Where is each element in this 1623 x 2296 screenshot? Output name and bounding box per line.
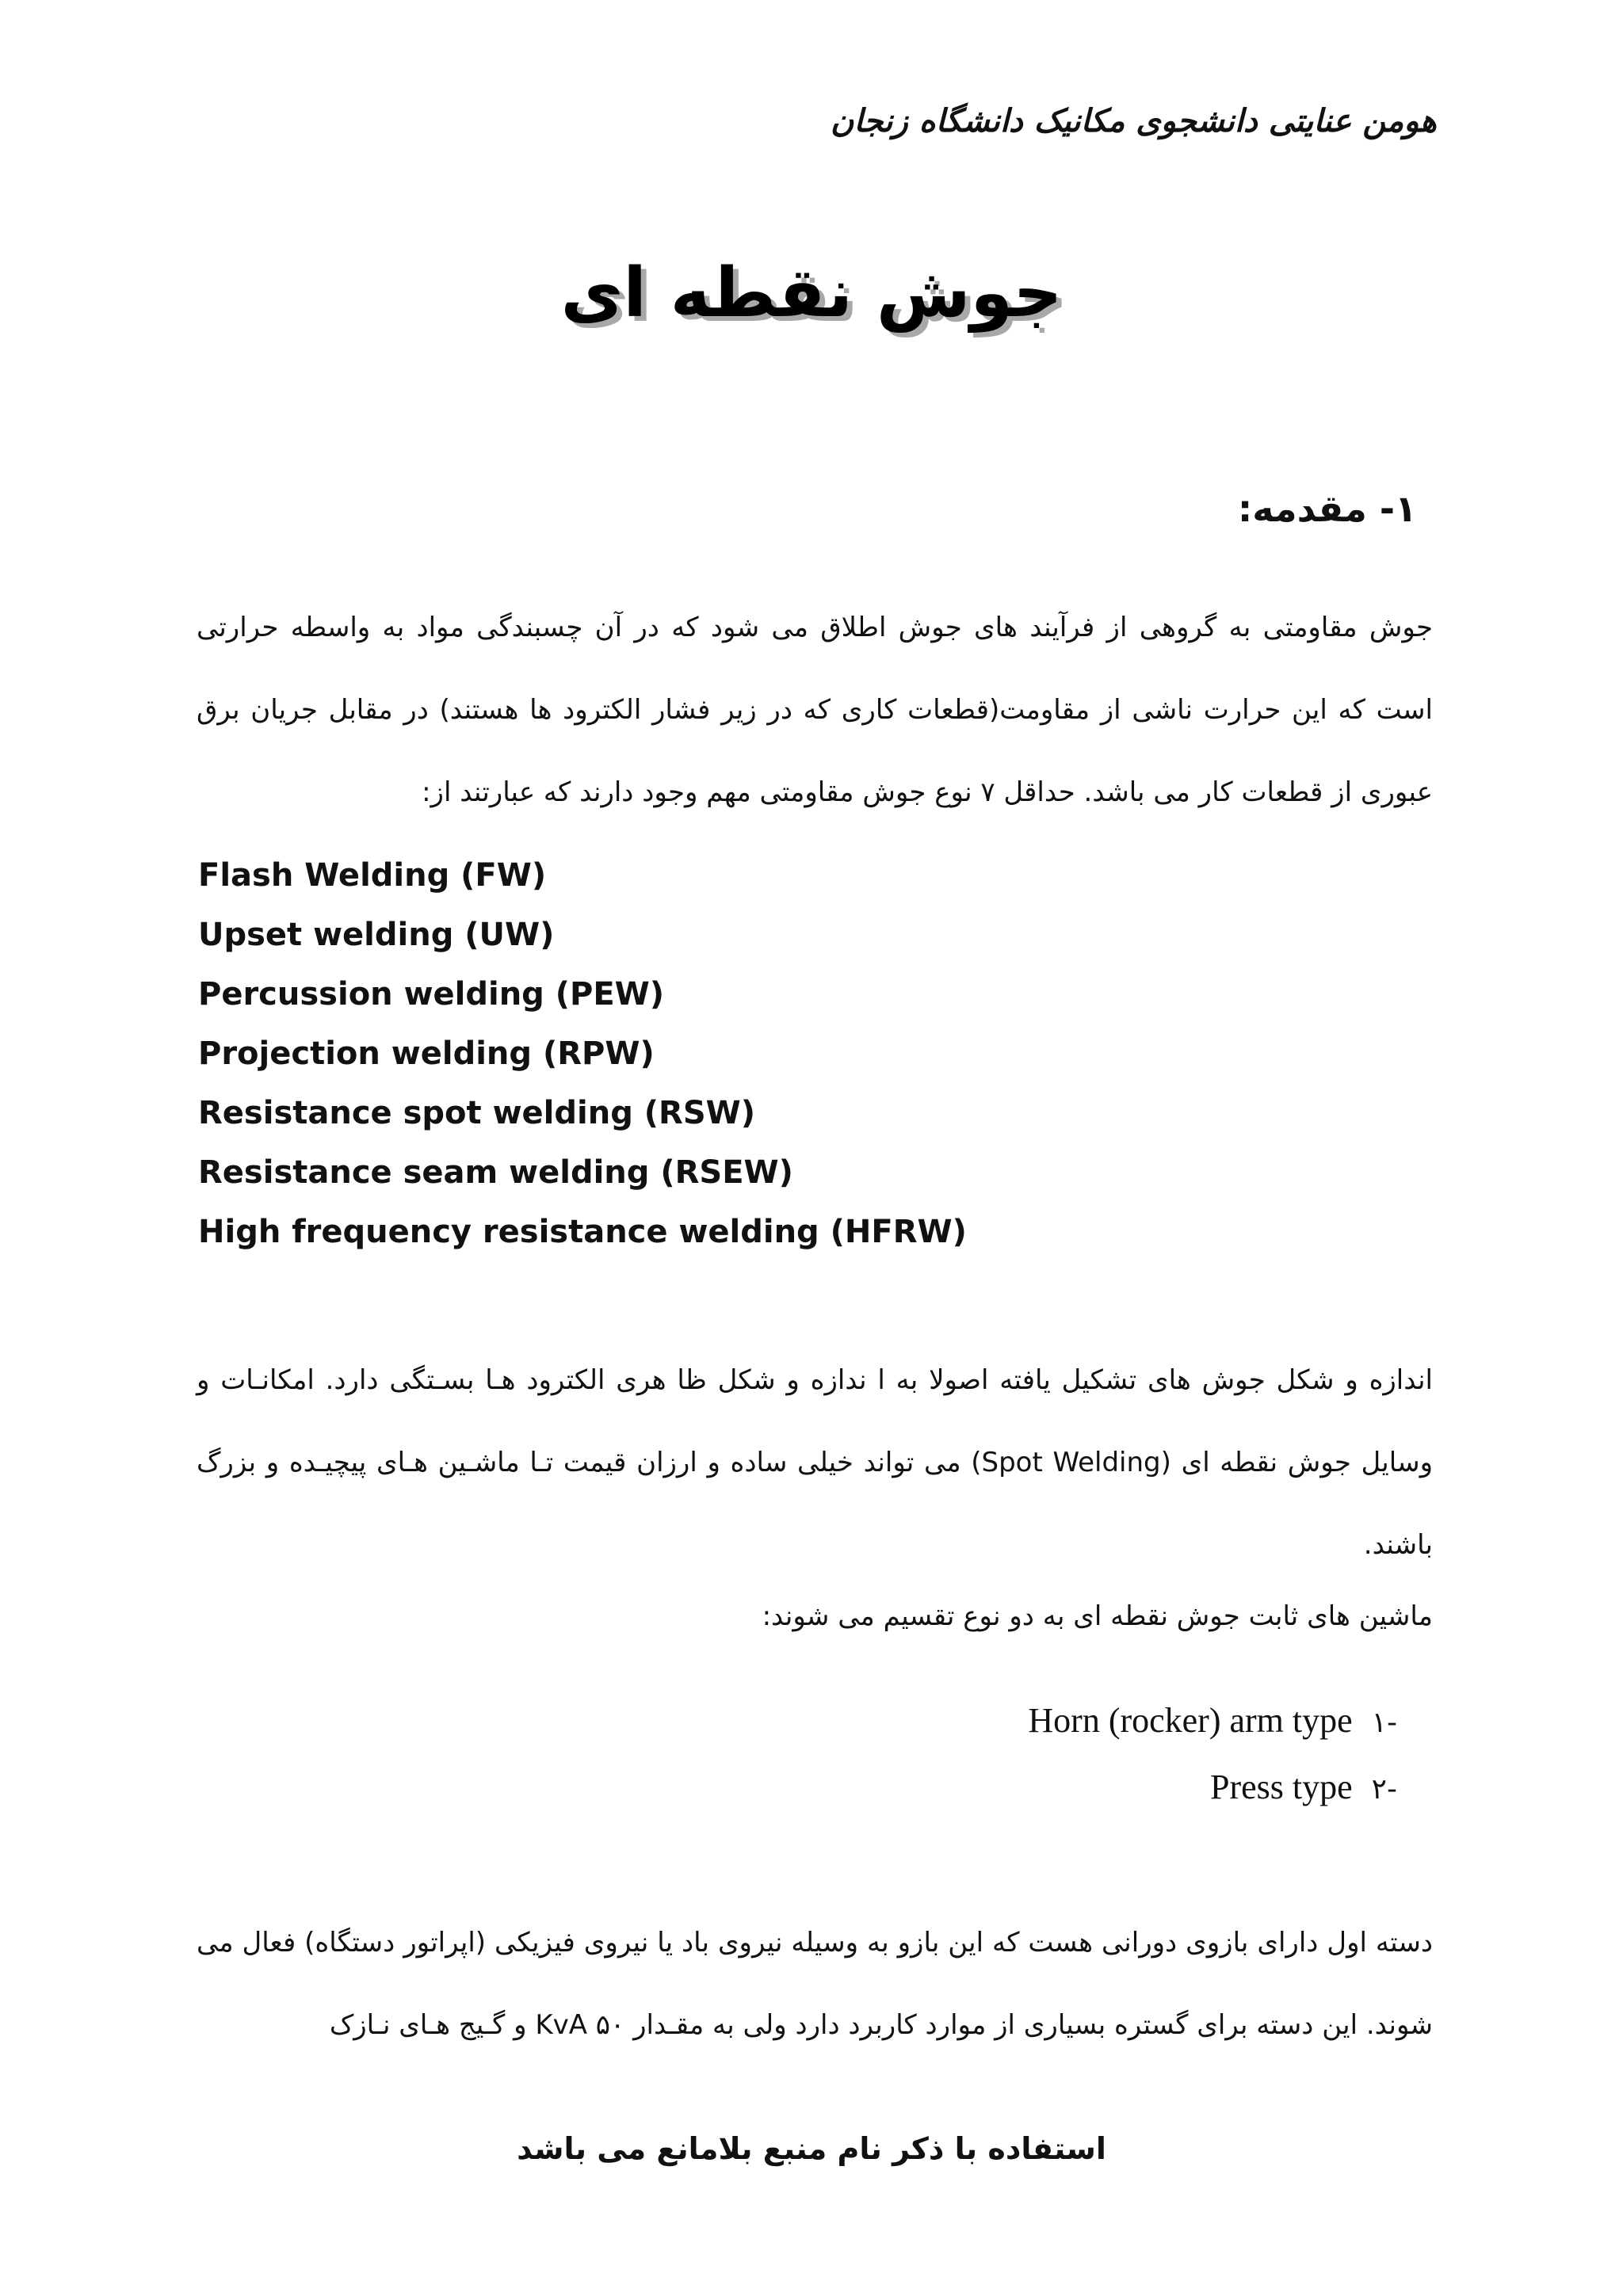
footer-notice: استفاده با ذکر نام منبع بلامانع می باشد bbox=[517, 2131, 1106, 2166]
machine-types-list bbox=[684, 1688, 1397, 1821]
intro-paragraph: جوش مقاومتی به گروهی از فرآیند های جوش اطلاق می شود که در آن چسبندگی مواد به واسطه حرارتی است که این حرارت ناشی از مقاومت(قطعات کاری که در زیر فشار الکترود ها هستند) در مقابل جریان برق عبوری از قطعات کار می باشد. حداقل ۷ نوع جوش مقاومتی مهم وجود دارند که عبارتند از: bbox=[197, 612, 1433, 808]
welding-type-item: Upset welding (UW) bbox=[198, 917, 555, 953]
welding-type-item: Resistance spot welding (RSW) bbox=[198, 1095, 756, 1131]
machine-type-item bbox=[684, 1754, 1397, 1821]
machine-type-number: -۲ bbox=[1371, 1773, 1397, 1806]
machine-type-item bbox=[684, 1688, 1397, 1754]
first-group-paragraph: دسته اول دارای بازوی دورانی هست که این بازو به وسیله نیروی باد یا نیروی فیزیکی (اپراتور دستگاه) فعال می شوند. این دسته برای گستره بسیاری از موارد کاربرد دارد ولی به مقـدار KvA ۵۰ و گـیج هـای نـازک bbox=[197, 1927, 1433, 2041]
welding-type-item: High frequency resistance welding (HFRW) bbox=[198, 1214, 967, 1250]
welding-type-item: Percussion welding (PEW) bbox=[198, 976, 665, 1013]
document-title: جوش نقطه ای bbox=[560, 254, 1063, 333]
author-header: هومن عنایتی دانشجوی مکانیک دانشگاه زنجان bbox=[831, 103, 1437, 139]
machine-type-name: Press type bbox=[1210, 1768, 1353, 1806]
welding-type-item: Resistance seam welding (RSEW) bbox=[198, 1154, 793, 1191]
machine-type-number: -۱ bbox=[1371, 1707, 1397, 1739]
machine-type-name: Horn (rocker) arm type bbox=[1028, 1701, 1353, 1740]
welding-types-list bbox=[198, 846, 1228, 1262]
electrode-size-paragraph: اندازه و شکل جوش های تشکیل یافته اصولا به ا ندازه و شکل ظا هری الکترود هـا بسـتگی دارد. امکانـات و وسایل جوش نقطه ای (Spot Welding) می تواند خیلی ساده و ارزان قیمت تـا ماشـین هـای پیچیـده و بزرگ باشند. bbox=[197, 1364, 1433, 1561]
section-heading-introduction: ۱- مقدمه: bbox=[1237, 487, 1417, 530]
welding-type-item: Flash Welding (FW) bbox=[198, 857, 547, 894]
welding-type-item: Projection welding (RPW) bbox=[198, 1035, 655, 1072]
machines-intro-paragraph: ماشین های ثابت جوش نقطه ای به دو نوع تقسیم می شوند: bbox=[762, 1600, 1433, 1632]
